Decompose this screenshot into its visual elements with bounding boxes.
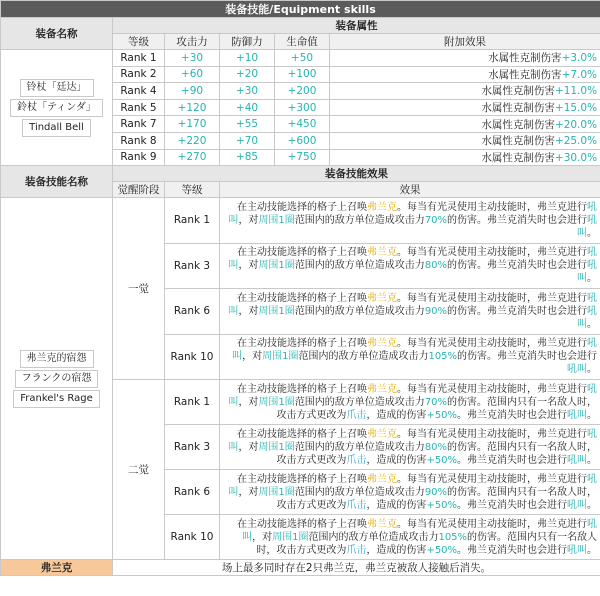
effect-text: ，造成的伤害 xyxy=(366,454,427,466)
effect-text: 。弗兰克消失时也会进行 xyxy=(457,544,568,556)
effect-text: 。每当有光灵使用主动技能时，弗兰克进行 xyxy=(397,201,588,213)
effect-text: 水属性克制伤害 xyxy=(481,85,555,98)
keyword: 吼叫 xyxy=(577,260,598,285)
keyword: 周围1圈 xyxy=(258,486,295,498)
keyword: 吼叫 xyxy=(577,305,598,330)
stage-col-header: 觉醒阶段 xyxy=(113,182,165,198)
keyword: 爪击 xyxy=(346,499,367,511)
effect-text: 。 xyxy=(587,544,598,556)
rank-cell: Rank 7 xyxy=(113,116,165,133)
effect-text: 水属性克制伤害 xyxy=(481,135,555,148)
equip-name-list xyxy=(4,78,109,138)
effect-cell xyxy=(330,116,600,133)
keyword: 吼叫 xyxy=(242,518,598,543)
def-cell: +85 xyxy=(220,149,275,166)
keyword: +50% xyxy=(426,409,458,421)
footer-note: 场上最多同时存在2只弗兰克，弗兰克被敌人接触后消失。 xyxy=(113,560,600,576)
def-cell: +70 xyxy=(220,132,275,149)
hp-cell: +100 xyxy=(275,66,330,83)
effect-text: 在主动技能选择的格子上召唤 xyxy=(237,383,368,395)
skill-header-row xyxy=(1,166,600,182)
effect-text: 。弗兰克消失时也会进行 xyxy=(457,409,568,421)
attr-col-1: 攻击力 xyxy=(165,34,220,50)
keyword: 吼叫 xyxy=(567,409,588,421)
rank-cell: Rank 5 xyxy=(113,99,165,116)
effect-cell xyxy=(330,50,600,67)
attr-col-4: 附加效果 xyxy=(330,34,600,50)
skill-name: 弗兰克的宿怨 xyxy=(20,350,94,368)
effect-text: 范围内的敌方单位造成攻击力 xyxy=(294,305,425,317)
keyword: 吼叫 xyxy=(228,201,598,226)
keyword: 70% xyxy=(424,396,448,408)
effect-cell xyxy=(330,83,600,100)
keyword: 爪击 xyxy=(346,409,367,421)
table-title: 装备技能/Equipment skills xyxy=(1,1,600,18)
rank-cell: Rank 6 xyxy=(165,470,220,515)
effect-value: +11.0% xyxy=(554,85,598,98)
keyword: 周围1圈 xyxy=(258,441,295,453)
effect-text: 的伤害。弗兰克消失时也会进行 xyxy=(457,351,598,363)
rank-col-header: 等级 xyxy=(165,182,220,198)
def-cell: +55 xyxy=(220,116,275,133)
keyword: 吼叫 xyxy=(567,544,588,556)
effect-text: 的伤害。范围内只有一名敌人时，攻击方式更改为 xyxy=(276,441,598,466)
keyword: 弗兰克 xyxy=(367,292,398,304)
keyword: 吼叫 xyxy=(228,428,598,453)
atk-cell: +60 xyxy=(165,66,220,83)
keyword: 周围1圈 xyxy=(258,396,295,408)
effect-text: 水属性克制伤害 xyxy=(481,118,555,131)
keyword: 吼叫 xyxy=(567,364,588,376)
keyword: 爪击 xyxy=(346,544,367,556)
skill-name-header: 装备技能名称 xyxy=(1,166,113,198)
effect-cell xyxy=(330,66,600,83)
effect-text: ，对 xyxy=(238,305,259,317)
effect-cell xyxy=(330,99,600,116)
effect-value: +25.0% xyxy=(554,135,598,148)
effect-cell xyxy=(330,132,600,149)
equip-name: 鈴杖「ティンダ」 xyxy=(10,99,103,117)
atk-cell: +90 xyxy=(165,83,220,100)
keyword: 105% xyxy=(438,531,468,543)
def-cell: +10 xyxy=(220,50,275,67)
skill-effect-cell xyxy=(220,380,600,425)
skill-name: Frankel's Rage xyxy=(13,390,99,408)
effect-value: +7.0% xyxy=(561,68,598,81)
rank-cell: Rank 10 xyxy=(165,334,220,380)
keyword: 吼叫 xyxy=(577,214,598,239)
effect-text: 的伤害。范围内只有一名敌人时，攻击方式更改为 xyxy=(276,486,598,511)
attr-col-0: 等级 xyxy=(113,34,165,50)
atk-cell: +120 xyxy=(165,99,220,116)
footer-label: 弗兰克 xyxy=(1,560,113,576)
keyword: 吼叫 xyxy=(228,473,598,498)
effect-text: 范围内的敌方单位造成攻击力 xyxy=(294,486,425,498)
hp-cell: +200 xyxy=(275,83,330,100)
stage-cell: 二觉 xyxy=(113,380,165,560)
effect-text: 。 xyxy=(587,499,598,511)
effect-text: 的伤害。弗兰克消失时也会进行 xyxy=(447,260,588,272)
keyword: 吼叫 xyxy=(228,292,598,317)
effect-text: 。 xyxy=(587,364,598,376)
keyword: 弗兰克 xyxy=(367,518,398,530)
rank-cell: Rank 6 xyxy=(165,289,220,335)
rank-cell: Rank 1 xyxy=(113,50,165,67)
effect-text: 。弗兰克消失时也会进行 xyxy=(457,499,568,511)
skill-effect-cell xyxy=(220,425,600,470)
effect-text: 。 xyxy=(587,409,598,421)
effect-text: 在主动技能选择的格子上召唤 xyxy=(237,473,368,485)
hp-cell: +450 xyxy=(275,116,330,133)
effect-text: 。 xyxy=(587,227,598,239)
skill-effect-header: 装备技能效果 xyxy=(113,166,600,182)
rank-cell: Rank 4 xyxy=(113,83,165,100)
attr-row xyxy=(1,50,600,67)
keyword: 弗兰克 xyxy=(367,428,398,440)
effect-text: 在主动技能选择的格子上召唤 xyxy=(237,428,368,440)
effect-col-header: 效果 xyxy=(220,182,600,198)
skill-effect-cell xyxy=(220,243,600,289)
keyword: 90% xyxy=(424,305,448,317)
rank-cell: Rank 8 xyxy=(113,132,165,149)
effect-text: 。弗兰克消失时也会进行 xyxy=(457,454,568,466)
skill-name-list xyxy=(4,349,109,409)
effect-text: ，对 xyxy=(252,531,273,543)
rank-cell: Rank 1 xyxy=(165,198,220,244)
effect-text: 。每当有光灵使用主动技能时，弗兰克进行 xyxy=(397,383,588,395)
keyword: 90% xyxy=(424,486,448,498)
effect-text: 。每当有光灵使用主动技能时，弗兰克进行 xyxy=(397,428,588,440)
atk-cell: +270 xyxy=(165,149,220,166)
atk-cell: +30 xyxy=(165,50,220,67)
keyword: 吼叫 xyxy=(232,338,598,363)
effect-text: 。 xyxy=(587,454,598,466)
footer-row xyxy=(1,560,600,576)
keyword: 周围1圈 xyxy=(272,531,309,543)
effect-text: 范围内的敌方单位造成攻击力 xyxy=(294,396,425,408)
rank-cell: Rank 9 xyxy=(113,149,165,166)
effect-text: 水属性克制伤害 xyxy=(488,68,562,81)
keyword: 周围1圈 xyxy=(258,214,295,226)
keyword: 吼叫 xyxy=(567,454,588,466)
rank-cell: Rank 3 xyxy=(165,243,220,289)
keyword: 80% xyxy=(424,260,448,272)
effect-text: 在主动技能选择的格子上召唤 xyxy=(237,518,368,530)
attr-col-2: 防御力 xyxy=(220,34,275,50)
effect-text: ，造成的伤害 xyxy=(366,544,427,556)
effect-text: ，造成的伤害 xyxy=(366,499,427,511)
keyword: +50% xyxy=(426,544,458,556)
equip-name-header: 装备名称 xyxy=(1,18,113,50)
effect-text: ，对 xyxy=(238,260,259,272)
effect-text: 。每当有光灵使用主动技能时，弗兰克进行 xyxy=(397,338,588,350)
effect-text: ，对 xyxy=(242,351,263,363)
equip-name: 铃杖「廷达」 xyxy=(20,79,94,97)
keyword: 吼叫 xyxy=(228,383,598,408)
rank-cell: Rank 2 xyxy=(113,66,165,83)
def-cell: +30 xyxy=(220,83,275,100)
effect-text: ，对 xyxy=(238,214,259,226)
rank-cell: Rank 1 xyxy=(165,380,220,425)
effect-text: 的伤害。弗兰克消失时也会进行 xyxy=(447,214,588,226)
keyword: 吼叫 xyxy=(567,499,588,511)
hp-cell: +750 xyxy=(275,149,330,166)
keyword: 弗兰克 xyxy=(367,247,398,259)
equip-name-cell xyxy=(1,50,113,166)
effect-text: 的伤害。弗兰克消失时也会进行 xyxy=(447,305,588,317)
keyword: 弗兰克 xyxy=(367,338,398,350)
stage-cell: 一觉 xyxy=(113,198,165,380)
effect-value: +30.0% xyxy=(554,151,598,164)
keyword: 周围1圈 xyxy=(262,351,299,363)
atk-cell: +170 xyxy=(165,116,220,133)
rank-cell: Rank 10 xyxy=(165,515,220,560)
effect-text: 。每当有光灵使用主动技能时，弗兰克进行 xyxy=(397,473,588,485)
hp-cell: +600 xyxy=(275,132,330,149)
effect-text: 在主动技能选择的格子上召唤 xyxy=(237,201,368,213)
effect-text: ，对 xyxy=(238,396,259,408)
effect-text: 在主动技能选择的格子上召唤 xyxy=(237,292,368,304)
hp-cell: +50 xyxy=(275,50,330,67)
keyword: 周围1圈 xyxy=(258,305,295,317)
equip-name: Tindall Bell xyxy=(22,119,91,137)
effect-text: 的伤害。范围内只有一名敌人时，攻击方式更改为 xyxy=(276,396,598,421)
rank-cell: Rank 3 xyxy=(165,425,220,470)
effect-text: ，造成的伤害 xyxy=(366,409,427,421)
effect-text: 水属性克制伤害 xyxy=(481,102,555,115)
effect-text: 范围内的敌方单位造成攻击力 xyxy=(294,441,425,453)
effect-text: 。 xyxy=(587,273,598,285)
keyword: 吼叫 xyxy=(228,247,598,272)
effect-text: 范围内的敌方单位造成攻击力 xyxy=(294,214,425,226)
effect-text: 在主动技能选择的格子上召唤 xyxy=(237,338,368,350)
attr-col-3: 生命值 xyxy=(275,34,330,50)
attr-header: 装备属性 xyxy=(113,18,600,34)
effect-value: +15.0% xyxy=(554,102,598,115)
effect-text: 。每当有光灵使用主动技能时，弗兰克进行 xyxy=(397,518,588,530)
skill-effect-cell xyxy=(220,289,600,335)
keyword: 弗兰克 xyxy=(367,473,398,485)
effect-text: 在主动技能选择的格子上召唤 xyxy=(237,247,368,259)
keyword: 爪击 xyxy=(346,454,367,466)
skill-effect-cell xyxy=(220,198,600,244)
effect-value: +3.0% xyxy=(561,52,598,65)
effect-text: 。 xyxy=(587,318,598,330)
def-cell: +40 xyxy=(220,99,275,116)
keyword: 弗兰克 xyxy=(367,201,398,213)
hp-cell: +300 xyxy=(275,99,330,116)
effect-text: 的伤害。范围内只有一名敌人时，攻击方式更改为 xyxy=(256,531,598,556)
atk-cell: +220 xyxy=(165,132,220,149)
keyword: +50% xyxy=(426,499,458,511)
effect-text: ，对 xyxy=(238,441,259,453)
effect-text: 范围内的敌方单位造成攻击力 xyxy=(298,351,429,363)
effect-value: +20.0% xyxy=(554,118,598,131)
keyword: 70% xyxy=(424,214,448,226)
skill-effect-cell xyxy=(220,515,600,560)
def-cell: +20 xyxy=(220,66,275,83)
effect-text: 范围内的敌方单位造成攻击力 xyxy=(294,260,425,272)
effect-text: 水属性克制伤害 xyxy=(481,151,555,164)
skill-name: フランクの宿怨 xyxy=(15,370,99,388)
keyword: 105% xyxy=(428,351,458,363)
skill-effect-cell xyxy=(220,334,600,380)
skill-effect-cell xyxy=(220,470,600,515)
effect-text: 。每当有光灵使用主动技能时，弗兰克进行 xyxy=(397,247,588,259)
keyword: 周围1圈 xyxy=(258,260,295,272)
keyword: 80% xyxy=(424,441,448,453)
effect-text: 水属性克制伤害 xyxy=(488,52,562,65)
effect-text: 范围内的敌方单位造成攻击力 xyxy=(308,531,439,543)
keyword: +50% xyxy=(426,454,458,466)
effect-text: ，对 xyxy=(238,486,259,498)
skill-name-cell xyxy=(1,198,113,560)
skill-row xyxy=(1,198,600,244)
effect-text: 。每当有光灵使用主动技能时，弗兰克进行 xyxy=(397,292,588,304)
keyword: 弗兰克 xyxy=(367,383,398,395)
effect-cell xyxy=(330,149,600,166)
